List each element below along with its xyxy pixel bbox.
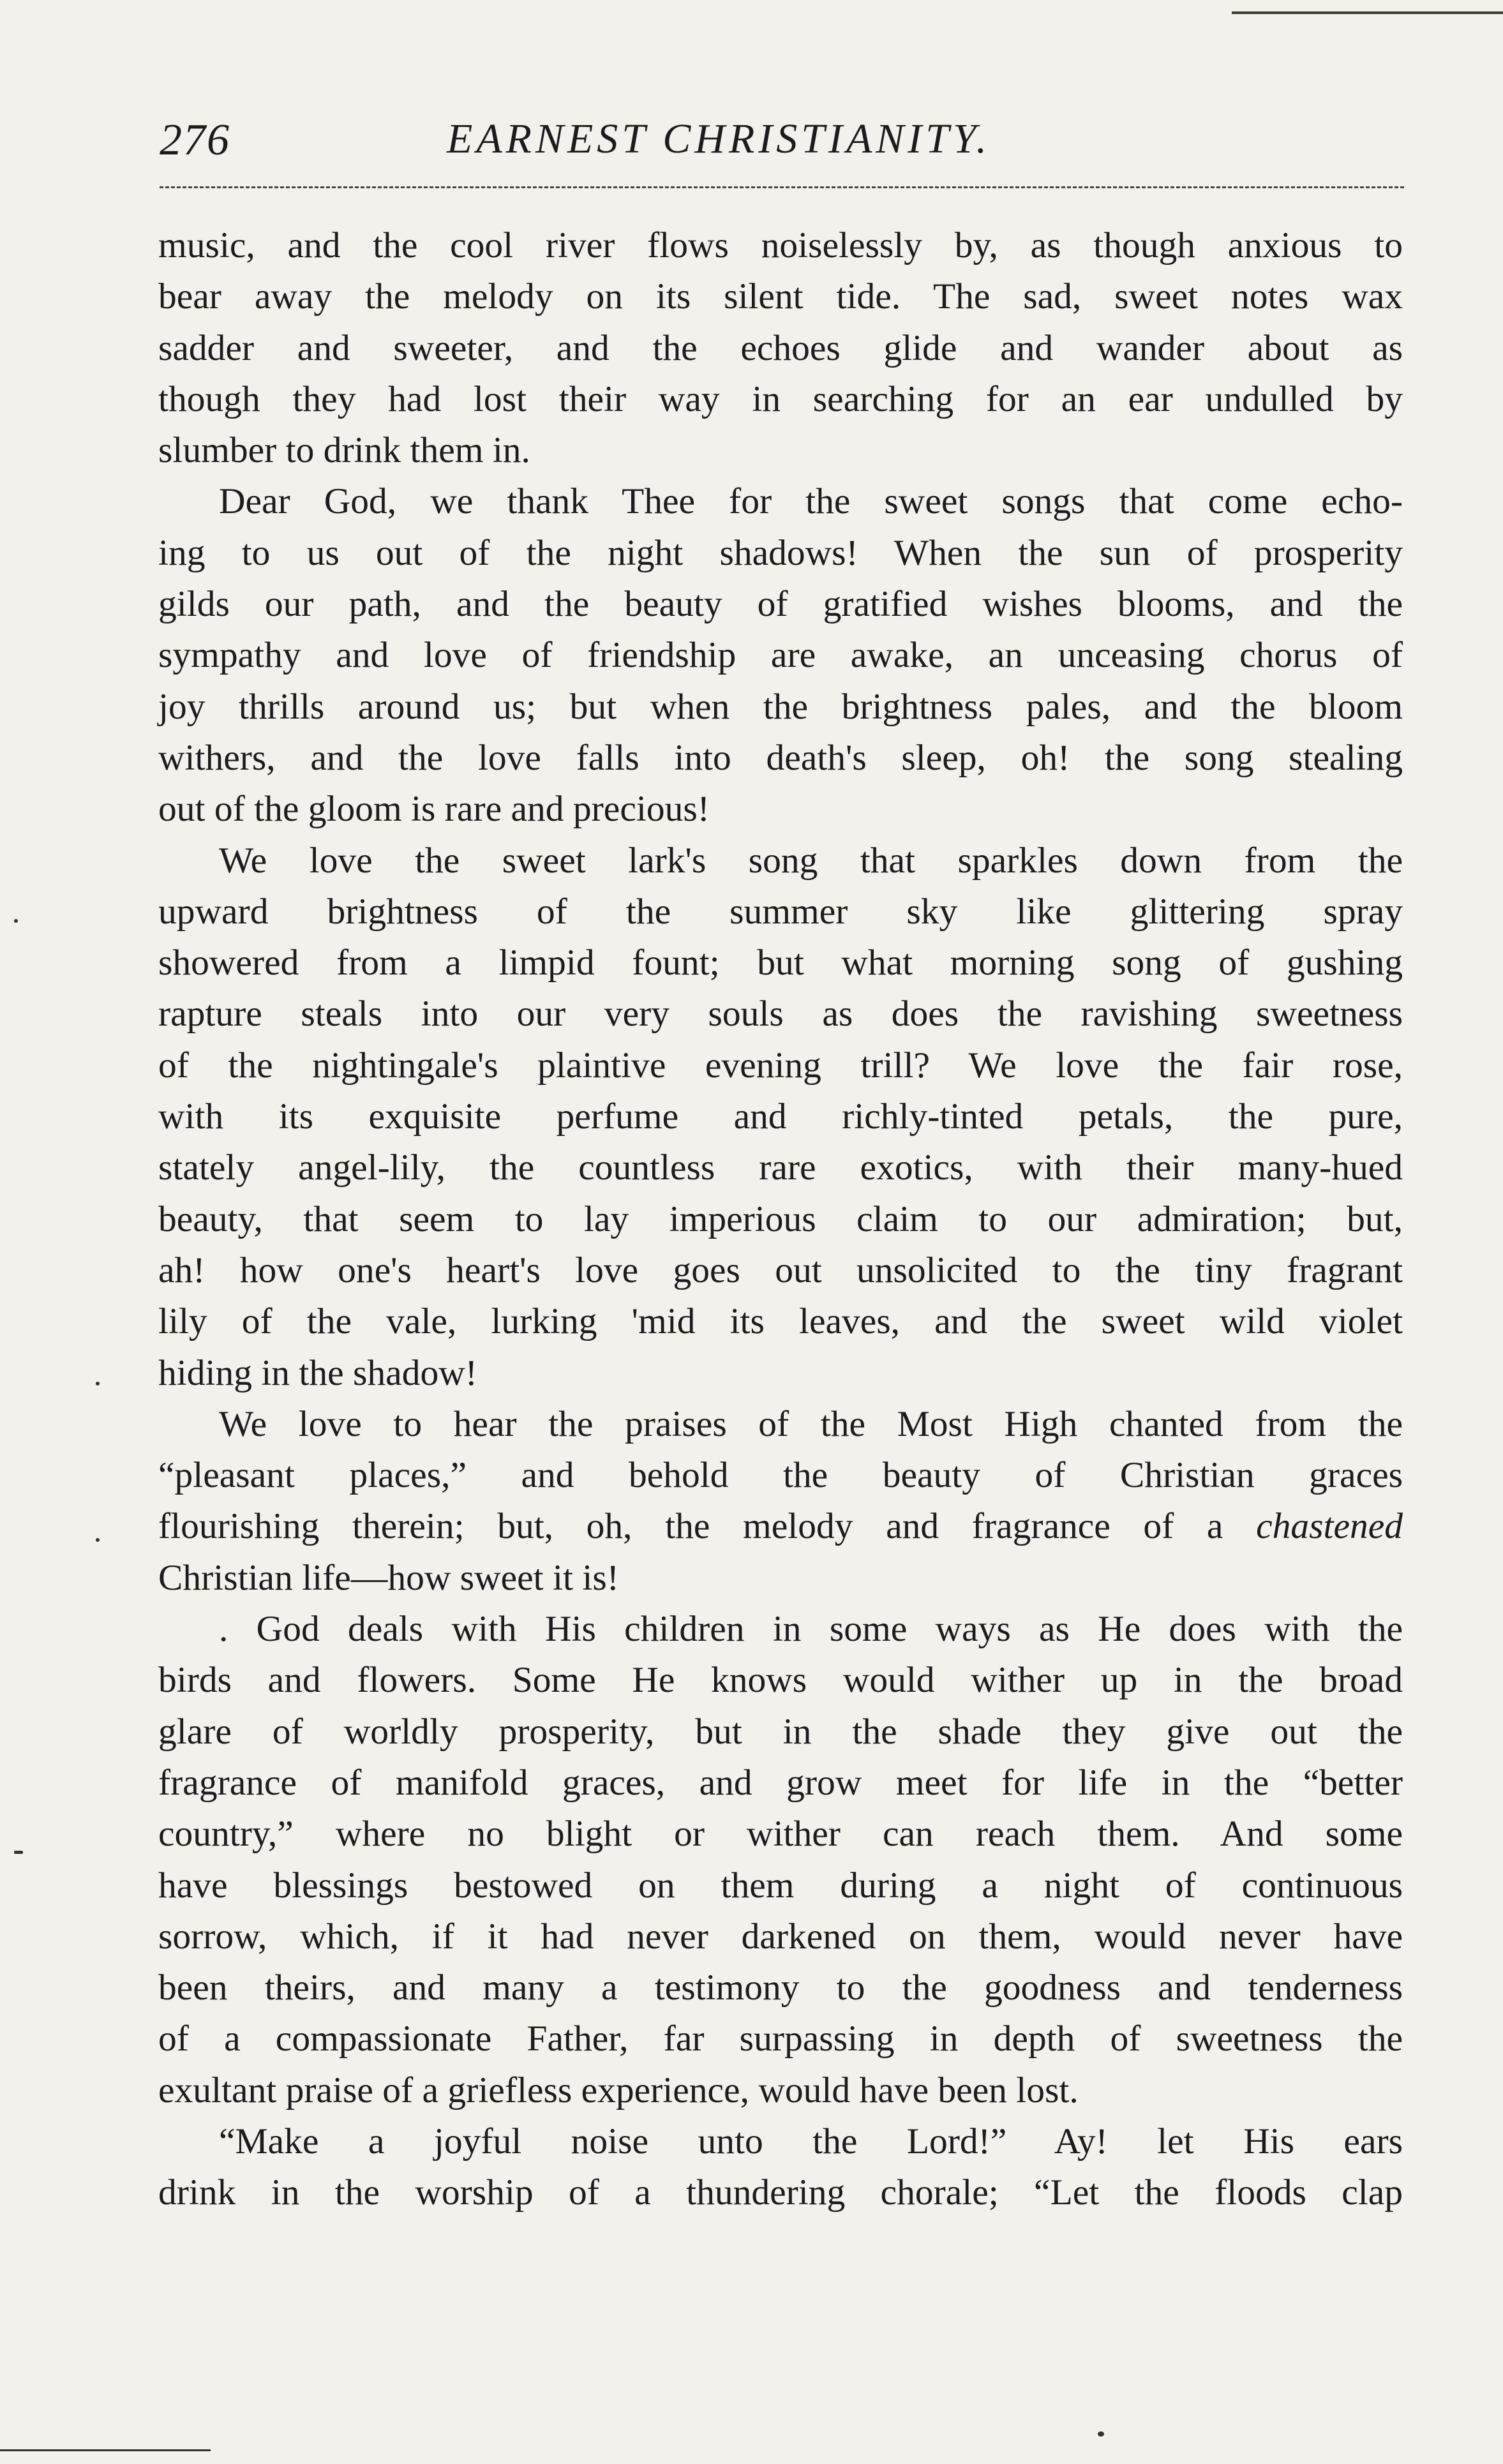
margin-speck [1098,2431,1104,2437]
text-line: glare of worldly prosperity, but in the shade they give out the [158,1711,1403,1752]
text-line: country,” where no blight or wither can reach them. And some [158,1814,1403,1855]
text-line: of a compassionate Father, far surpassing in depth of sweetness the [158,2019,1403,2059]
text-line: We love to hear the praises of the Most High chanted from the [219,1403,1403,1444]
text-line: stately angel-lily, the countless rare exotics, with their many-hued [158,1147,1403,1188]
text-line-part: flourishing therein; but, oh, the melody and fragrance of a [158,1506,1257,1547]
text-line: exultant praise of a griefless experience, would have been lost. [158,2070,1079,2110]
text-line: though they had lost their way in searching for an ear undulled by [158,378,1403,419]
paragraph-6 [158,2116,1403,2219]
text-line: music, and the cool river flows noiselessly by, as though anxious to [158,225,1403,265]
margin-speck [96,1538,100,1542]
text-line: of the nightingale's plaintive evening trill? We love the fair rose, [158,1045,1403,1086]
paragraph-1 [158,220,1403,476]
page-header [160,108,1404,179]
text-line: fragrance of manifold graces, and grow meet for life in the “better [158,1762,1403,1803]
text-line: Dear God, we thank Thee for the sweet songs that come echo- [219,481,1403,522]
margin-speck [96,1382,100,1385]
paragraph-2 [158,476,1403,835]
paragraph-5 [158,1604,1403,2116]
top-edge-rule [1232,11,1503,14]
text-line: “Make a joyful noise unto the Lord!” Ay! let His ears [219,2121,1403,2162]
italic-word: chastened [1256,1506,1403,1547]
text-line: sorrow, which, if it had never darkened on them, would never have [158,1916,1403,1957]
text-line: beauty, that seem to lay imperious claim to our admiration; but, [158,1198,1403,1239]
text-line: ah! how one's heart's love goes out unsolicited to the tiny fragrant [158,1250,1403,1290]
text-line: birds and flowers. Some He knows would wither up in the broad [158,1660,1403,1701]
text-line: sympathy and love of friendship are awake, an unceasing chorus of [158,635,1403,676]
text-line: bear away the melody on its silent tide. The sad, sweet notes wax [158,276,1403,317]
text-line: . God deals with His children in some ways as He does with the [219,1609,1403,1650]
text-line: have blessings bestowed on them during a night of continuous [158,1865,1403,1906]
margin-speck [14,919,18,923]
text-line: out of the gloom is rare and precious! [158,789,710,830]
paragraph-3 [158,835,1403,1399]
text-line: with its exquisite perfume and richly-tinted petals, the pure, [158,1096,1403,1137]
text-line: slumber to drink them in. [158,430,530,471]
page-number: 276 [160,116,230,165]
text-line: sadder and sweeter, and the echoes glide and wander about as [158,327,1403,368]
text-line: lily of the vale, lurking 'mid its leaves, and the sweet wild violet [158,1301,1403,1342]
text-line: gilds our path, and the beauty of gratified wishes blooms, and the [158,584,1403,625]
header-rule [160,186,1404,188]
text-line: joy thrills around us; but when the brightness pales, and the bloom [158,686,1403,727]
text-line: “pleasant places,” and behold the beauty of Christian graces [158,1455,1403,1496]
text-line: drink in the worship of a thundering chorale; “Let the floods clap [158,2172,1403,2213]
text-line: ing to us out of the night shadows! When the sun of prosperity [158,532,1403,573]
text-line: rapture steals into our very souls as does the ravishing sweetness [158,994,1403,1034]
text-line: withers, and the love falls into death's sleep, oh! the song stealing [158,737,1403,778]
text-line: Christian life—how sweet it is! [158,1557,619,1598]
running-title: EARNEST CHRISTIANITY. [447,116,991,162]
margin-speck [14,1851,23,1854]
bottom-edge-rule [0,2449,211,2451]
paragraph-4 [158,1399,1403,1604]
text-line: showered from a limpid fount; but what morning song of gushing [158,943,1403,983]
text-line: upward brightness of the summer sky like glittering spray [158,891,1403,932]
body-text [158,220,1403,2219]
text-line: hiding in the shadow! [158,1352,477,1393]
text-line: been theirs, and many a testimony to the goodness and tenderness [158,1967,1403,2008]
text-line: We love the sweet lark's song that sparkles down from the [219,840,1403,881]
text-line [158,1501,1403,1552]
